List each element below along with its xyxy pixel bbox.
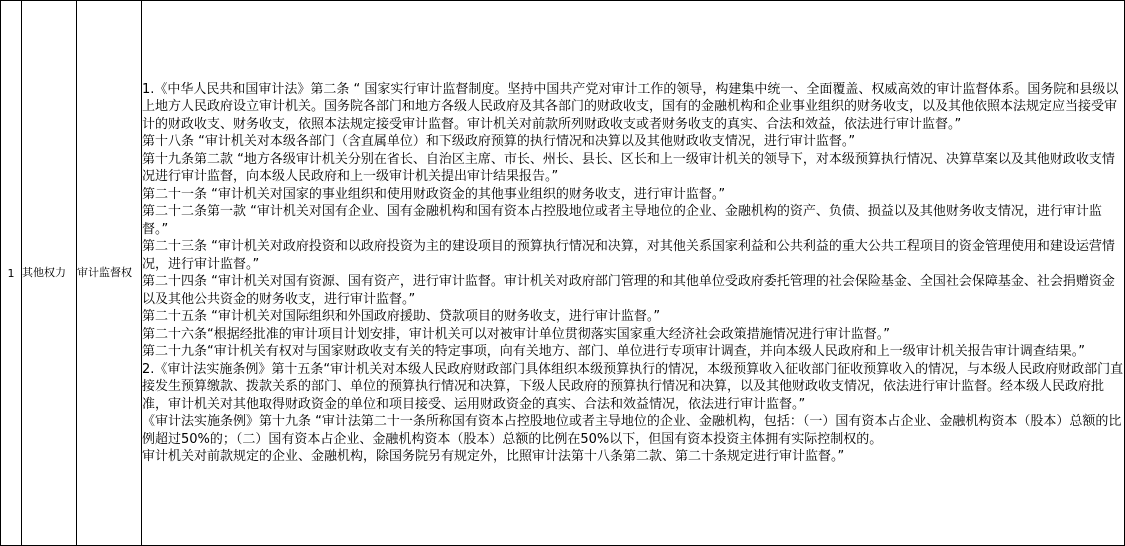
legal-basis-paragraph: 第二十六条“根据经批准的审计项目计划安排，审计机关可以对被审计单位贯彻落实国家重大经济社会政策措施情况进行审计监督。” (142, 326, 890, 342)
legal-basis-paragraph: 第二十五条 “审计机关对国际组织和外国政府援助、贷款项目的财务收支，进行审计监督。” (142, 309, 661, 324)
legal-basis-paragraph: 第二十四条 “审计机关对国有资源、国有资产，进行审计监督。审计机关对政府部门管理的和其他单位受政府委托管理的社会保险基金、全国社会保障基金、社会捐赠资金以及其他公共资金的财务收支，进行审计监督。” (142, 274, 1115, 307)
legal-basis-paragraph: 第十八条 “审计机关对本级各部门（含直属单位）和下级政府预算的执行情况和决算以及其他财政收支情况，进行审计监督。” (142, 134, 856, 149)
legal-basis-cell (142, 1, 1125, 546)
legal-basis-paragraph: 第二十二条第一款 “审计机关对国有企业、国有金融机构和国有资本占控股地位或者主导地位的企业、金融机构的资产、负债、损益以及其他财务收支情况，进行审计监督。” (142, 204, 1102, 237)
legal-basis-paragraph: 2.《审计法实施条例》第十五条“审计机关对本级人民政府财政部门具体组织本级预算执行的情况，本级预算收入征收部门征收预算收入的情况，与本级人民政府财政部门直接发生预算缴款、拨款关系的部门、单位的预算执行情况和决算，下级人民政府的预算执行情况和决算，以及其他财政收支情况，依法进行审计监督。经本级人民政府批准，审计机关对其他取得财政资金的单位和项目接受、运用财政资金的真实、合法和效益情况，依法进行审计监督。” (142, 361, 1124, 412)
legal-basis-paragraph: 第二十三条 “审计机关对政府投资和以政府投资为主的建设项目的预算执行情况和决算，对其他关系国家利益和公共利益的重大公共工程项目的资金管理使用和建设运营情况，进行审计监督。” (142, 239, 1115, 272)
legal-basis-paragraph: 《审计法实施条例》第十九条 “审计法第二十一条所称国有资本占控股地位或者主导地位的企业、金融机构，包括：（一）国有资本占企业、金融机构资本（股本）总额的比例超过50%的；（二）国有资本占企业、金融机构资本（股本）总额的比例在50%以下，但国有资本投资主体拥有实际控制权的。 (142, 414, 1122, 447)
legal-basis-paragraph: 第十九条第二款 “地方各级审计机关分别在省长、自治区主席、市长、州长、县长、区长和上一级审计机关的领导下，对本级预算执行情况、决算草案以及其他财政收支情况进行审计监督，向本级人民政府和上一级审计机关提出审计结果报告。” (142, 151, 1115, 184)
legal-basis-paragraph: 审计机关对前款规定的企业、金融机构，除国务院另有规定外，比照审计法第十八条第二款、第二十条规定进行审计监督。” (142, 449, 845, 464)
legal-basis-paragraph: 第二十九条“审计机关有权对与国家财政收支有关的特定事项，向有关地方、部门、单位进行专项审计调查，并向本级人民政府和上一级审计机关报告审计调查结果。” (142, 344, 1085, 359)
legal-basis-paragraph: 第二十一条 “审计机关对国家的事业组织和使用财政资金的其他事业组织的财务收支，进行审计监督。” (142, 186, 726, 202)
power-name: 审计监督权 (77, 1, 142, 546)
power-category: 其他权力 (22, 1, 77, 546)
table-row (1, 1, 1125, 546)
legal-basis-paragraph: 1.《中华人民共和国审计法》第二条 “ 国家实行审计监督制度。坚持中国共产党对审计工作的领导，构建集中统一、全面覆盖、权威高效的审计监督体系。国务院和县级以上地方人民政府设立审计机关。国务院各部门和地方各级人民政府及其各部门的财政收支，国有的金融机构和企业事业组织的财务收支，以及其他依照本法规定应当接受审计的财政收支、财务收支，依照本法规定接受审计监督。审计机关对前款所列财政收支或者财务收支的真实、合法和效益，依法进行审计监督。” (142, 81, 1119, 132)
row-index: 1 (1, 1, 22, 546)
